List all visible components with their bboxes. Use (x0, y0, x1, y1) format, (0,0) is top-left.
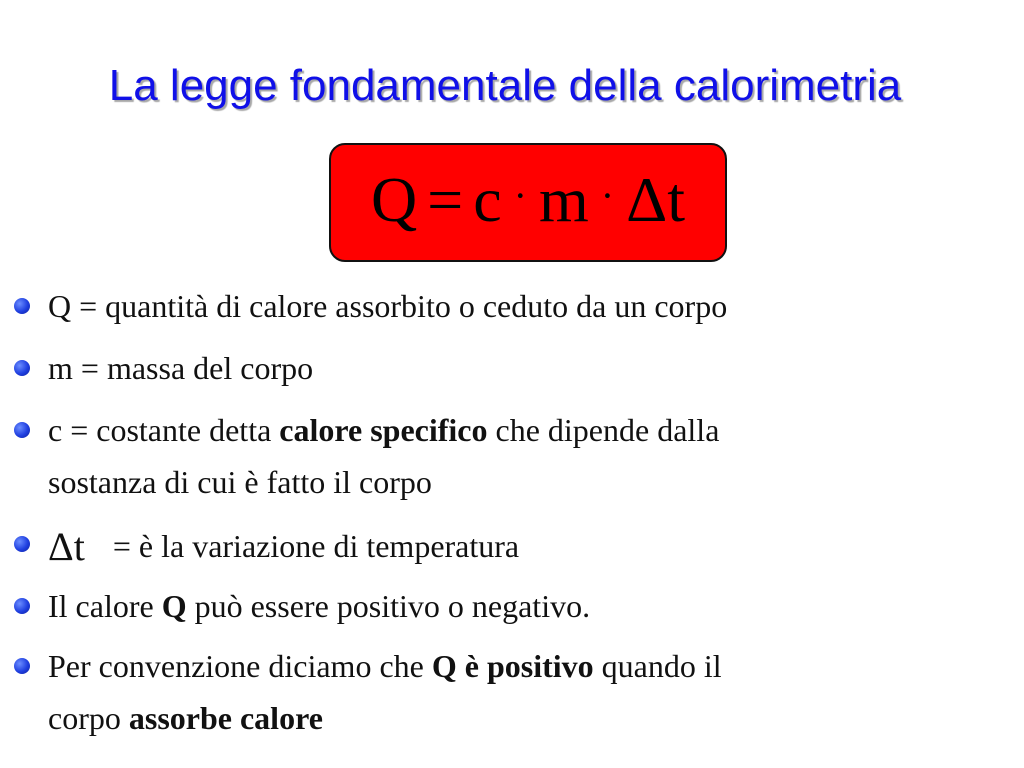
bullet-text-post: che dipende dalla (487, 412, 720, 448)
bullet-text (48, 518, 1004, 572)
q-positive-term: Q è positivo (431, 648, 594, 684)
bullet-text (48, 580, 1004, 632)
bullet-text: Q = quantità di calore assorbito o ceduto da un corpo (48, 288, 728, 324)
bullet-dot-icon (14, 298, 30, 314)
q-term: Q (161, 588, 187, 624)
bullet-text-post: quando il (593, 648, 722, 684)
bullet-text-pre: Per convenzione diciamo che (48, 648, 432, 684)
formula-q: Q (370, 163, 418, 235)
bullet-text: m = massa del corpo (48, 350, 314, 386)
bullet-temperature-change (14, 518, 1004, 572)
bullet-mass (14, 342, 1004, 394)
bullet-text (48, 404, 1004, 456)
formula-c: c (473, 163, 502, 235)
bullet-text-line-2 (48, 692, 1004, 744)
formula-dot-1: · (513, 172, 527, 218)
bullet-dot-icon (14, 598, 30, 614)
bullet-convention (14, 640, 1004, 744)
formula-dot-2: · (600, 172, 615, 218)
absorbs-heat-term: assorbe calore (128, 700, 323, 736)
bullet-heat-sign (14, 580, 1004, 632)
bullet-text-line-2: sostanza di cui è fatto il corpo (48, 464, 432, 500)
specific-heat-term: calore specifico (279, 412, 488, 448)
bullet-dot-icon (14, 360, 30, 376)
bullet-text-pre: c = costante detta (48, 412, 280, 448)
bullet-text-post: può essere positivo o negativo. (186, 588, 591, 624)
bullet-dot-icon (14, 658, 30, 674)
bullet-text-line-2-pre: corpo (48, 700, 129, 736)
bullet-dot-icon (14, 422, 30, 438)
bullet-text-body: = è la variazione di temperatura (112, 528, 520, 564)
formula-delta-t: Δt (626, 163, 686, 235)
slide-title: La legge fondamentale della calorimetria (108, 61, 902, 110)
bullet-text-pre: Il calore (48, 588, 162, 624)
bullet-heat-quantity (14, 280, 1004, 332)
delta-t-symbol: Δt (48, 524, 85, 569)
formula-m: m (539, 163, 589, 235)
formula-equals: = (427, 163, 464, 235)
bullet-dot-icon (14, 536, 30, 552)
bullet-text (48, 640, 1004, 692)
bullet-specific-heat (14, 404, 1004, 508)
